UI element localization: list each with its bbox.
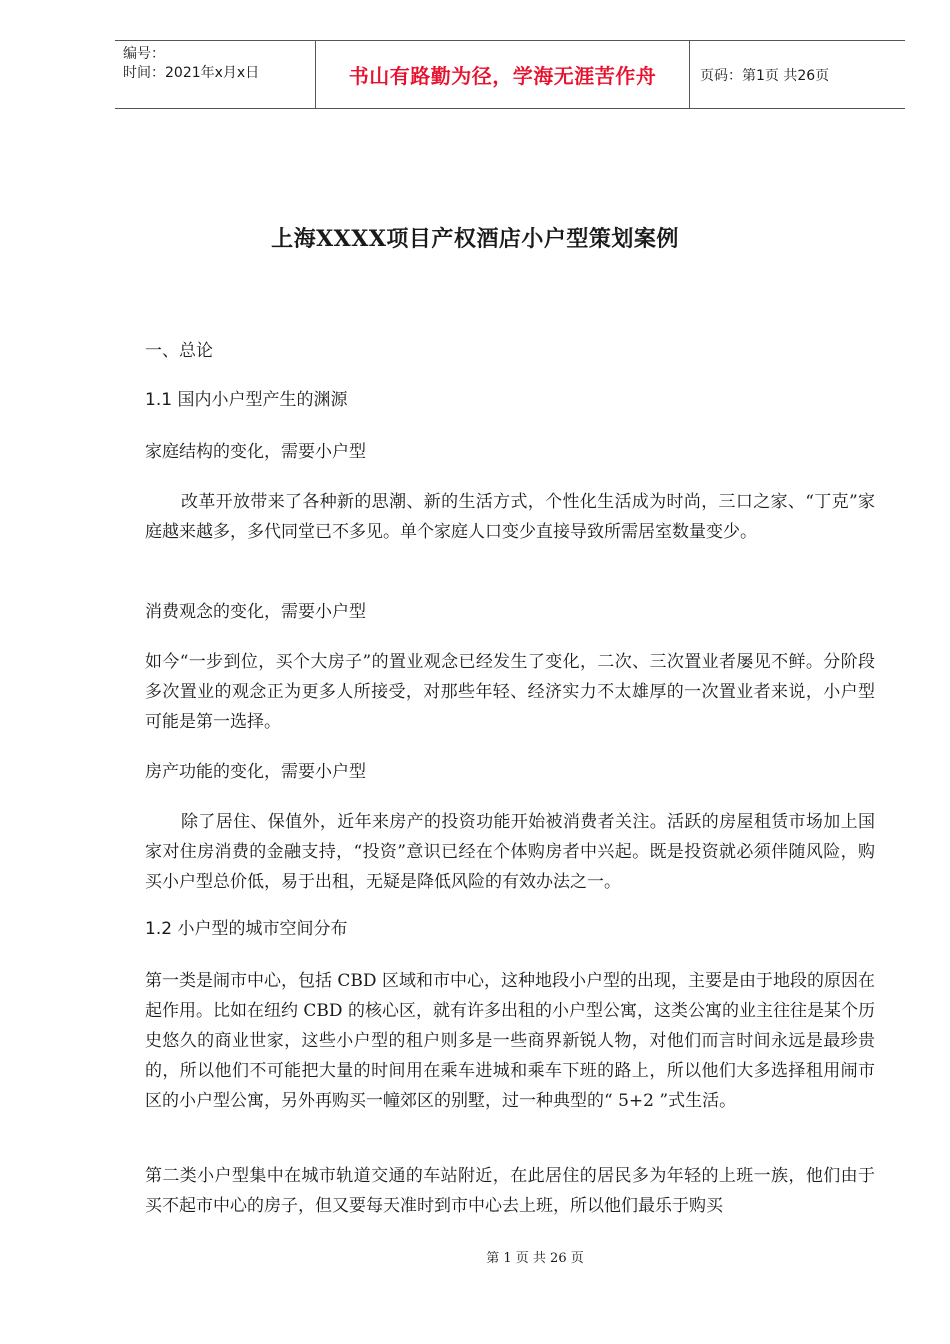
header-meta-cell bbox=[115, 41, 316, 108]
header-code-label: 编号： bbox=[123, 46, 165, 62]
paragraph-property-function: 除了居住、保值外，近年来房产的投资功能开始被消费者关注。活跃的房屋租赁市场加上国家对住房消费的金融支持，“投资”意识已经在个体购房者中兴起。既是投资就必须伴随风险，购买小户型总价低，易于出租，无疑是降低风险的有效办法之一。 bbox=[145, 812, 875, 892]
subheading-family-structure: 家庭结构的变化，需要小户型 bbox=[145, 442, 366, 462]
paragraph-consumption-concept: 如今“一步到位，买个大房子”的置业观念已经发生了变化，二次、三次置业者屡见不鲜。分阶段多次置业的观念正为更多人所接受，对那些年轻、经济实力不太雄厚的一次置业者来说，小户型可能是第一选择。 bbox=[145, 652, 875, 732]
header-motto: 书山有路勤为径，学海无涯苦作舟 bbox=[316, 41, 690, 108]
section-heading-1-2 bbox=[145, 914, 875, 944]
header-page-info: 页码：第1页 共26页 bbox=[700, 67, 830, 84]
section-heading-1: 一、总论 bbox=[145, 341, 213, 361]
paragraph-rail-transit: 第二类小户型集中在城市轨道交通的车站附近，在此居住的居民多为年轻的上班一族，他们由于买不起市中心的房子，但又要每天准时到市中心去上班，所以他们最乐于购买 bbox=[145, 1166, 875, 1216]
section-title: 国内小户型产生的渊源 bbox=[177, 390, 348, 410]
section-number: 1.2 bbox=[145, 919, 173, 939]
page-footer: 第 1 页 共 26 页 bbox=[486, 1251, 584, 1266]
section-title: 小户型的城市空间分布 bbox=[177, 919, 348, 939]
paragraph-city-center: 第一类是闹市中心，包括 CBD 区域和市中心，这种地段小户型的出现，主要是由于地段的原因在起作用。比如在纽约 CBD 的核心区，就有许多出租的小户型公寓，这类公寓的业主往往是某个历史悠久的商业世家，这些小户型的租户则多是一些商界新锐人物，对他们而言时间永远是最珍贵的，所以他们不可能把大量的时间用在乘车进城和乘车下班的路上，所以他们大多选择租用闹市区的小户型公寓，另外再购买一幢郊区的别墅，过一种典型的“ 5+2 ”式生活。 bbox=[145, 971, 875, 1111]
subheading-property-function: 房产功能的变化，需要小户型 bbox=[145, 762, 366, 782]
paragraph-family-structure: 改革开放带来了各种新的思潮、新的生活方式，个性化生活成为时尚，三口之家、“丁克”家庭越来越多，多代同堂已不多见。单个家庭人口变少直接导致所需居室数量变少。 bbox=[145, 492, 875, 542]
section-number: 1.1 bbox=[145, 390, 173, 410]
subheading-consumption-concept: 消费观念的变化，需要小户型 bbox=[145, 602, 366, 622]
document-header bbox=[115, 40, 905, 109]
section-heading-1-1 bbox=[145, 385, 875, 415]
header-time: 时间：2021年x月x日 bbox=[123, 65, 260, 81]
document-title: 上海XXXX项目产权酒店小户型策划案例 bbox=[271, 226, 679, 252]
